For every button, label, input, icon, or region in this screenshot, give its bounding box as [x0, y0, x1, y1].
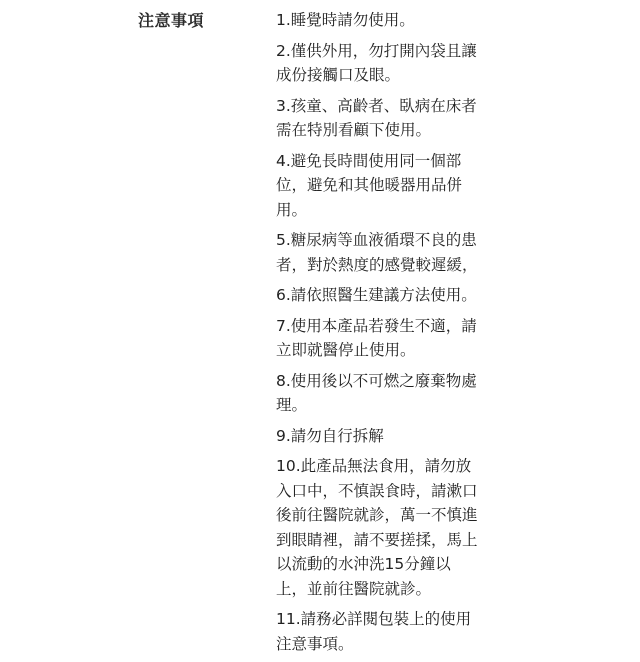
precaution-text-line: 9.請勿自行拆解	[276, 426, 384, 445]
precaution-text-line: 入口中，不慎誤食時，請漱口	[276, 481, 478, 500]
precaution-text-line: 理。	[276, 396, 308, 414]
precaution-text-line: 6.請依照醫生建議方法使用。	[276, 286, 477, 304]
precaution-text-line: 1.睡覺時請勿使用。	[276, 11, 415, 29]
precaution-text-line: 8.使用後以不可燃之廢棄物處	[276, 371, 477, 390]
precaution-item	[276, 607, 498, 656]
precaution-text-line: 上，並前往醫院就診。	[276, 579, 432, 598]
precaution-item	[276, 8, 498, 33]
precaution-text-line: 成份接觸口及眼。	[276, 66, 401, 84]
precaution-text-line: 立即就醫停止使用。	[276, 341, 416, 359]
precaution-item	[276, 94, 498, 143]
precaution-item	[276, 39, 498, 88]
precaution-text-line: 4.避免長時間使用同一個部	[276, 151, 462, 170]
precaution-text-line: 需在特別看顧下使用。	[276, 121, 432, 139]
precaution-text-line: 以流動的水沖洗15分鐘以	[276, 555, 451, 573]
precaution-text-line: 位，避免和其他暖器用品併	[276, 176, 463, 194]
precaution-item	[276, 314, 498, 363]
precaution-text-line: 後前往醫院就診，萬一不慎進	[276, 506, 478, 524]
precaution-text-line: 2.僅供外用，勿打開內袋且讓	[276, 41, 477, 60]
precautions-list	[276, 8, 498, 662]
precaution-item	[276, 424, 498, 449]
precaution-text-line: 7.使用本產品若發生不適，請	[276, 316, 477, 335]
precaution-item	[276, 454, 498, 601]
precaution-item	[276, 283, 498, 308]
precaution-text-line: 10.此產品無法食用，請勿放	[276, 457, 472, 475]
precaution-text-line: 用。	[276, 200, 308, 219]
precaution-text-line: 注意事項。	[276, 634, 354, 653]
precaution-text-line: 到眼睛裡，請不要搓揉，馬上	[276, 530, 478, 549]
precaution-text-line: 者，對於熱度的感覺較遲緩，	[276, 255, 478, 274]
precaution-item	[276, 228, 498, 277]
precaution-text-line: 5.糖尿病等血液循環不良的患	[276, 231, 477, 249]
precaution-item	[276, 369, 498, 418]
precautions-label: 注意事項	[138, 11, 205, 30]
precaution-text-line: 3.孩童、高齡者、臥病在床者	[276, 96, 477, 115]
precaution-item	[276, 149, 498, 223]
precaution-text-line: 11.請務必詳閱包裝上的使用	[276, 610, 472, 628]
